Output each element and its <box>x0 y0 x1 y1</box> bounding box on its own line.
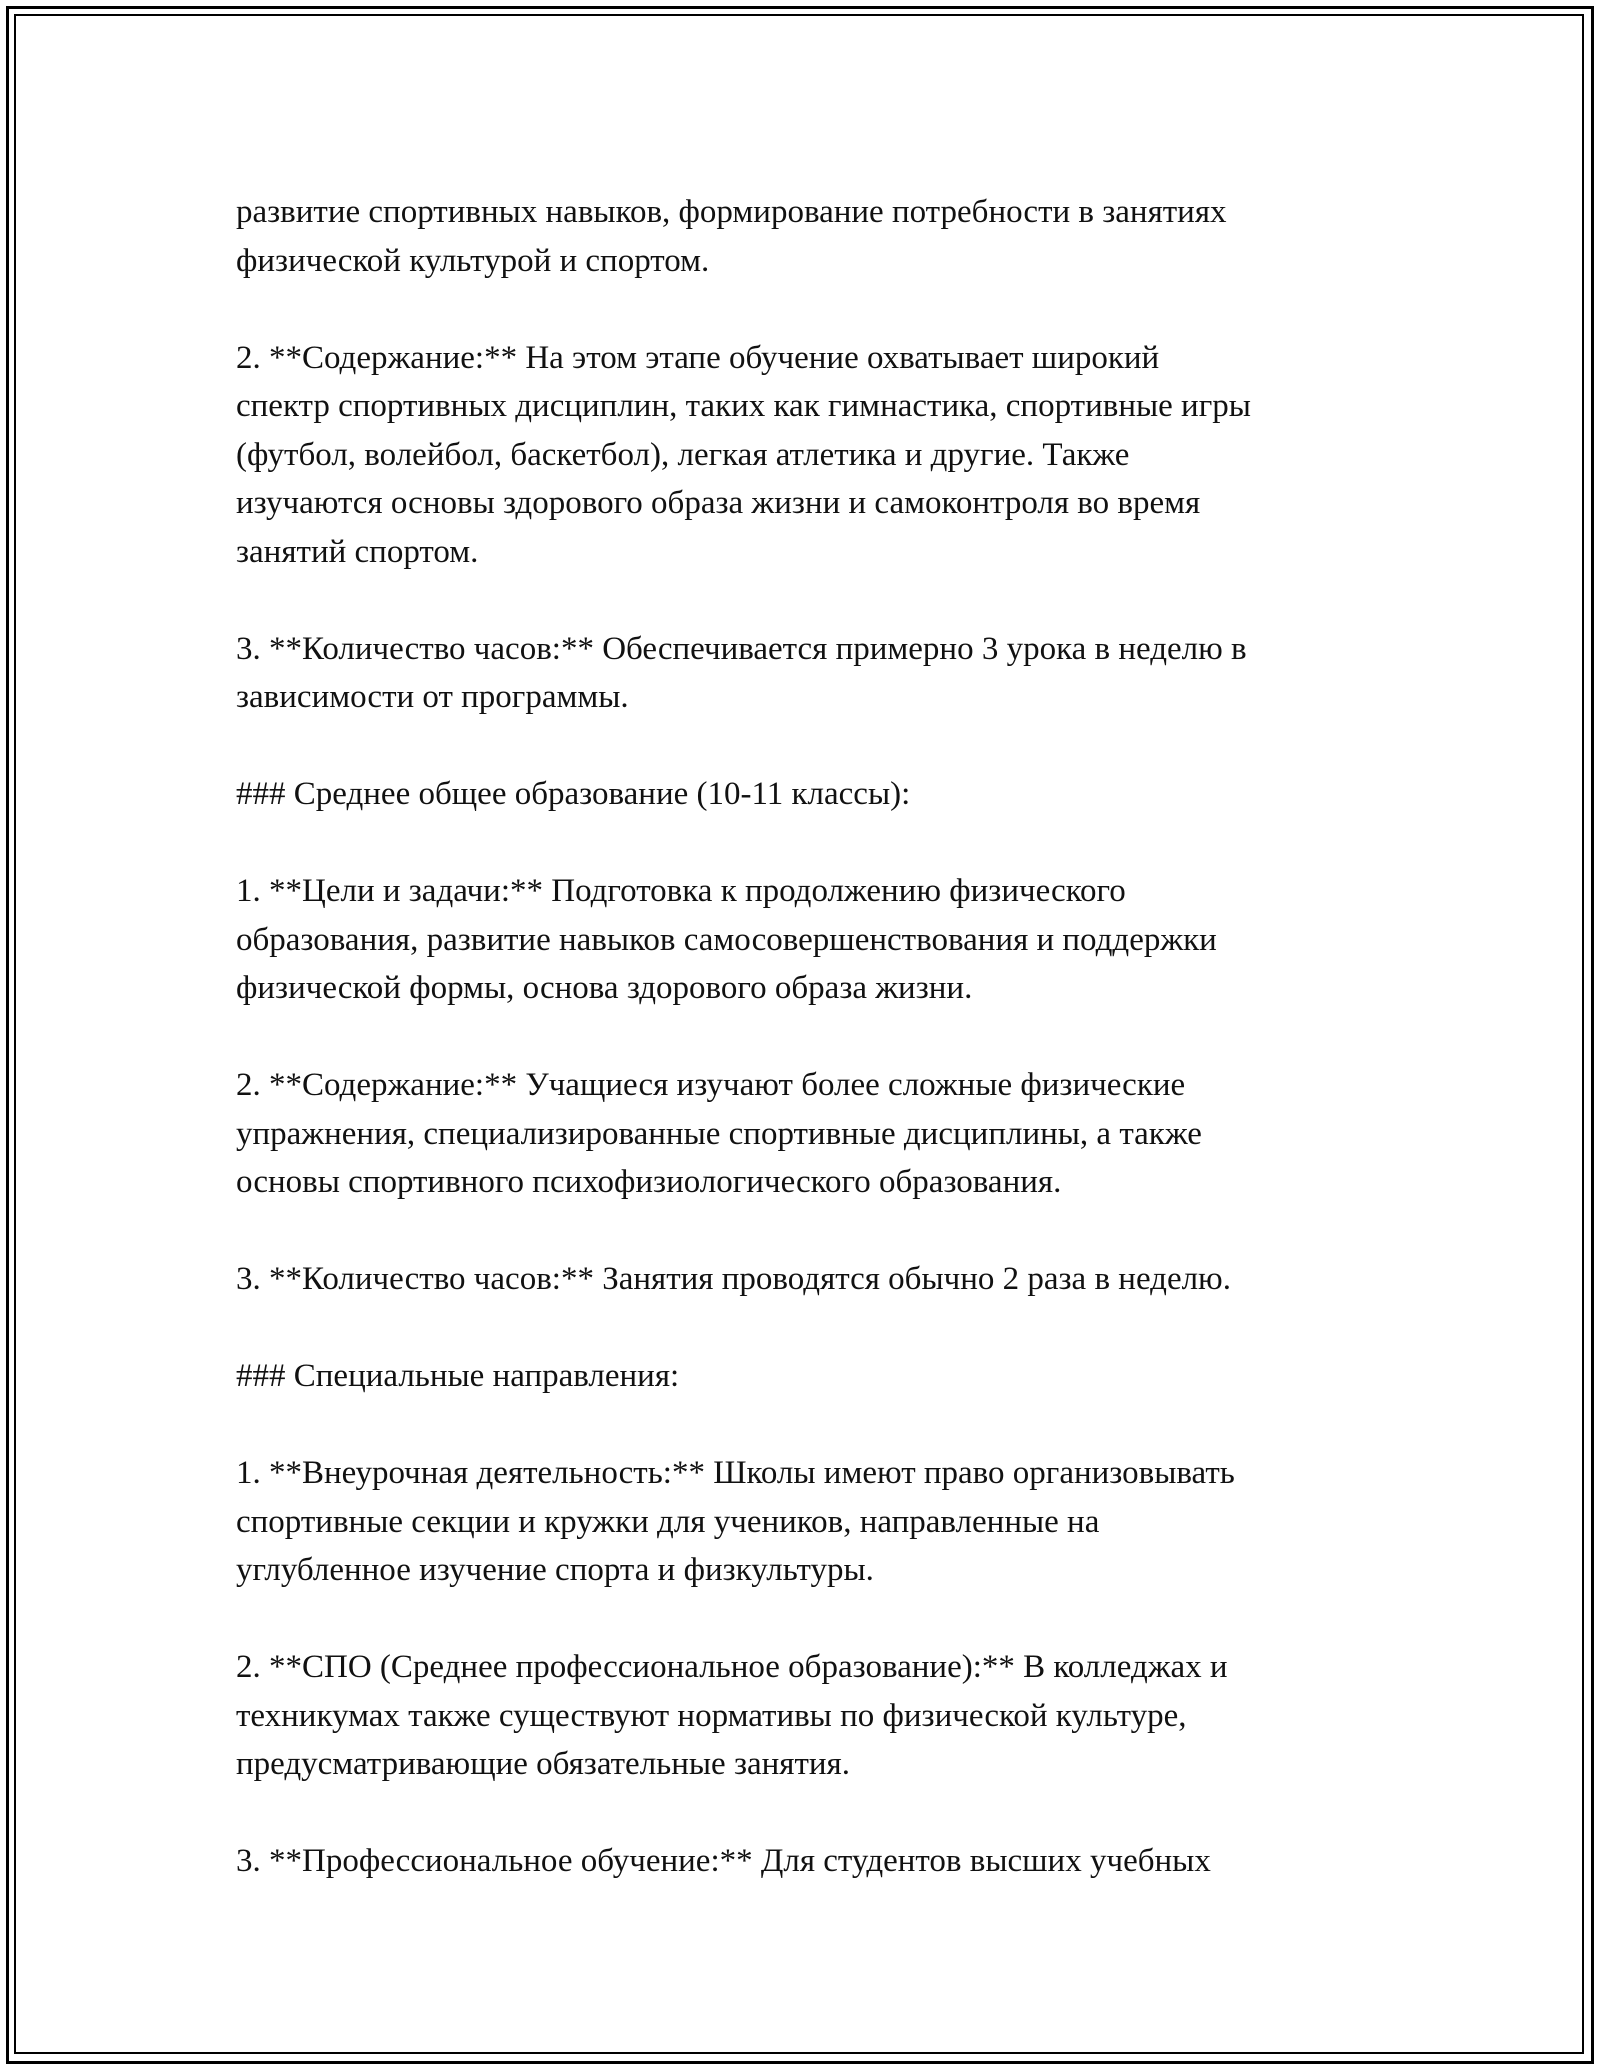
text-line: спортивные секции и кружки для учеников, направленные на <box>236 1503 1100 1540</box>
blank-line <box>236 722 1396 771</box>
text-line: образования, развитие навыков самосовершенствования и поддержки <box>236 921 1217 958</box>
text-line: 3. **Профессиональное обучение:** Для студентов высших учебных <box>236 1843 1211 1879</box>
blank-line <box>236 285 1396 334</box>
text-line: 3. **Количество часов:** Занятия проводятся обычно 2 раза в неделю. <box>236 1261 1231 1297</box>
text-line: основы спортивного психофизиологического образования. <box>236 1164 1062 1200</box>
text-line: 2. **Содержание:** На этом этапе обучение охватывает широкий <box>236 339 1160 376</box>
text-line: предусматривающие обязательные занятия. <box>236 1746 850 1782</box>
text-line: упражнения, специализированные спортивные дисциплины, а также <box>236 1115 1202 1152</box>
blank-line <box>236 1401 1396 1450</box>
blank-line <box>236 1595 1396 1644</box>
text-line: изучаются основы здорового образа жизни и самоконтроля во время <box>236 485 1201 521</box>
text-line: занятий спортом. <box>236 533 479 570</box>
text-line: 1. **Цели и задачи:** Подготовка к продолжению физического <box>236 873 1126 909</box>
section-heading: ### Среднее общее образование (10-11 классы): <box>236 776 911 812</box>
text-line: физической культурой и спортом. <box>236 242 710 279</box>
text-line: (футбол, волейбол, баскетбол), легкая атлетика и другие. Также <box>236 436 1130 473</box>
blank-line <box>236 1207 1396 1256</box>
text-line: спектр спортивных дисциплин, таких как гимнастика, спортивные игры <box>236 388 1251 424</box>
text-line: углубленное изучение спорта и физкультуры. <box>236 1552 874 1588</box>
blank-line <box>236 1789 1396 1838</box>
blank-line <box>236 576 1396 625</box>
blank-line <box>236 1304 1396 1353</box>
text-line: 2. **Содержание:** Учащиеся изучают более сложные физические <box>236 1067 1186 1103</box>
text-line: развитие спортивных навыков, формирование потребности в занятиях <box>236 194 1227 230</box>
text-line: 3. **Количество часов:** Обеспечивается примерно 3 урока в неделю в <box>236 630 1247 667</box>
text-line: физической формы, основа здорового образа жизни. <box>236 970 973 1006</box>
section-heading: ### Специальные направления: <box>236 1358 680 1394</box>
text-line: 1. **Внеурочная деятельность:** Школы имеют право организовывать <box>236 1455 1235 1491</box>
text-line: техникумах также существуют нормативы по физической культуре, <box>236 1697 1187 1734</box>
document-body <box>236 188 1396 1886</box>
blank-line <box>236 819 1396 868</box>
blank-line <box>236 1013 1396 1062</box>
text-line: зависимости от программы. <box>236 679 629 715</box>
text-line: 2. **СПО (Среднее профессиональное образование):** В колледжах и <box>236 1649 1228 1685</box>
